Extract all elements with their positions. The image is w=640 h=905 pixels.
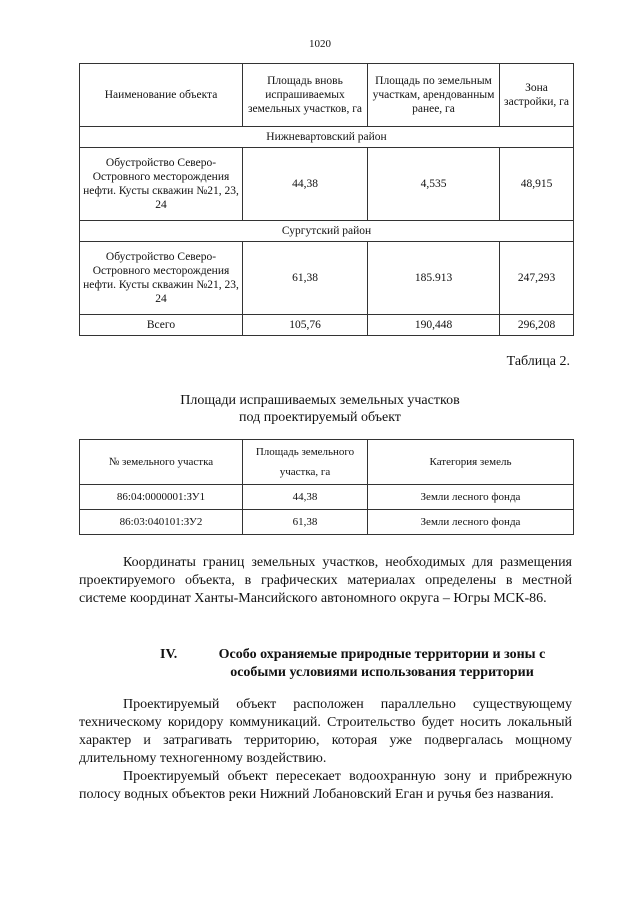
zone-cell: 247,293 bbox=[500, 242, 574, 315]
plot-area-cell: 61,38 bbox=[243, 510, 368, 535]
column-header: Площадь земельного участка, га bbox=[243, 440, 368, 485]
column-header: Зона застройки, га bbox=[500, 64, 574, 127]
total-row bbox=[80, 315, 574, 336]
land-category-cell: Земли лесного фонда bbox=[368, 485, 574, 510]
section-number: IV. bbox=[160, 647, 178, 662]
total-leased-area: 190,448 bbox=[368, 315, 500, 336]
table-row bbox=[80, 242, 574, 315]
region-row bbox=[80, 221, 574, 242]
total-new-area: 105,76 bbox=[243, 315, 368, 336]
water-zone-paragraph: Проектируемый объект пересекает водоохранную зону и прибрежную полосу водных объектов реки Нижний Лобановский Еган и ручья без названия. bbox=[79, 769, 572, 802]
object-name-cell: Обустройство Северо-Островного месторождения нефти. Кусты скважин №21, 23, 24 bbox=[80, 148, 243, 221]
section-title-line: Особо охраняемые природные территории и зоны с bbox=[218, 647, 546, 662]
column-header: Категория земель bbox=[368, 440, 574, 485]
location-paragraph: Проектируемый объект расположен параллельно существующему техническому коридору коммуникаций. Строительство будет носить локальный характер и затрагивать территорию, которая уже подвергалась мощному длительному техногенному воздействию. bbox=[79, 697, 572, 766]
leased-area-cell: 185.913 bbox=[368, 242, 500, 315]
total-zone: 296,208 bbox=[500, 315, 574, 336]
section-title-line: особыми условиями использования территории bbox=[230, 665, 534, 680]
land-plots-table bbox=[79, 439, 574, 535]
total-label: Всего bbox=[80, 315, 243, 336]
table-title-line: Площади испрашиваемых земельных участков bbox=[180, 393, 460, 408]
column-header: Площадь вновь испрашиваемых земельных участков, га bbox=[243, 64, 368, 127]
region-name: Нижневартовский район bbox=[80, 127, 574, 148]
table-title-line: под проектируемый объект bbox=[239, 410, 401, 425]
table-row bbox=[80, 485, 574, 510]
object-name-cell: Обустройство Северо-Островного месторождения нефти. Кусты скважин №21, 23, 24 bbox=[80, 242, 243, 315]
column-header: № земельного участка bbox=[80, 440, 243, 485]
table-row bbox=[80, 148, 574, 221]
plot-number-cell: 86:04:0000001:ЗУ1 bbox=[80, 485, 243, 510]
plot-area-cell: 44,38 bbox=[243, 485, 368, 510]
column-header: Наименование объекта bbox=[80, 64, 243, 127]
table-row bbox=[80, 510, 574, 535]
leased-area-cell: 4,535 bbox=[368, 148, 500, 221]
column-header: Площадь по земельным участкам, арендованным ранее, га bbox=[368, 64, 500, 127]
region-row bbox=[80, 127, 574, 148]
table-title bbox=[0, 392, 640, 426]
new-area-cell: 61,38 bbox=[243, 242, 368, 315]
land-category-cell: Земли лесного фонда bbox=[368, 510, 574, 535]
coordinates-paragraph: Координаты границ земельных участков, необходимых для размещения проектируемого объекта, в графических материалах определены в местной системе координат Ханты-Мансийского автономного округа – Югры МСК-86. bbox=[79, 555, 572, 606]
table-header-row bbox=[80, 64, 574, 127]
plot-number-cell: 86:03:040101:ЗУ2 bbox=[80, 510, 243, 535]
land-area-table bbox=[79, 63, 574, 336]
section-title bbox=[202, 646, 562, 682]
page-number: 1020 bbox=[309, 38, 331, 50]
zone-cell: 48,915 bbox=[500, 148, 574, 221]
table-caption: Таблица 2. bbox=[506, 354, 570, 369]
table-header-row bbox=[80, 440, 574, 485]
region-name: Сургутский район bbox=[80, 221, 574, 242]
new-area-cell: 44,38 bbox=[243, 148, 368, 221]
